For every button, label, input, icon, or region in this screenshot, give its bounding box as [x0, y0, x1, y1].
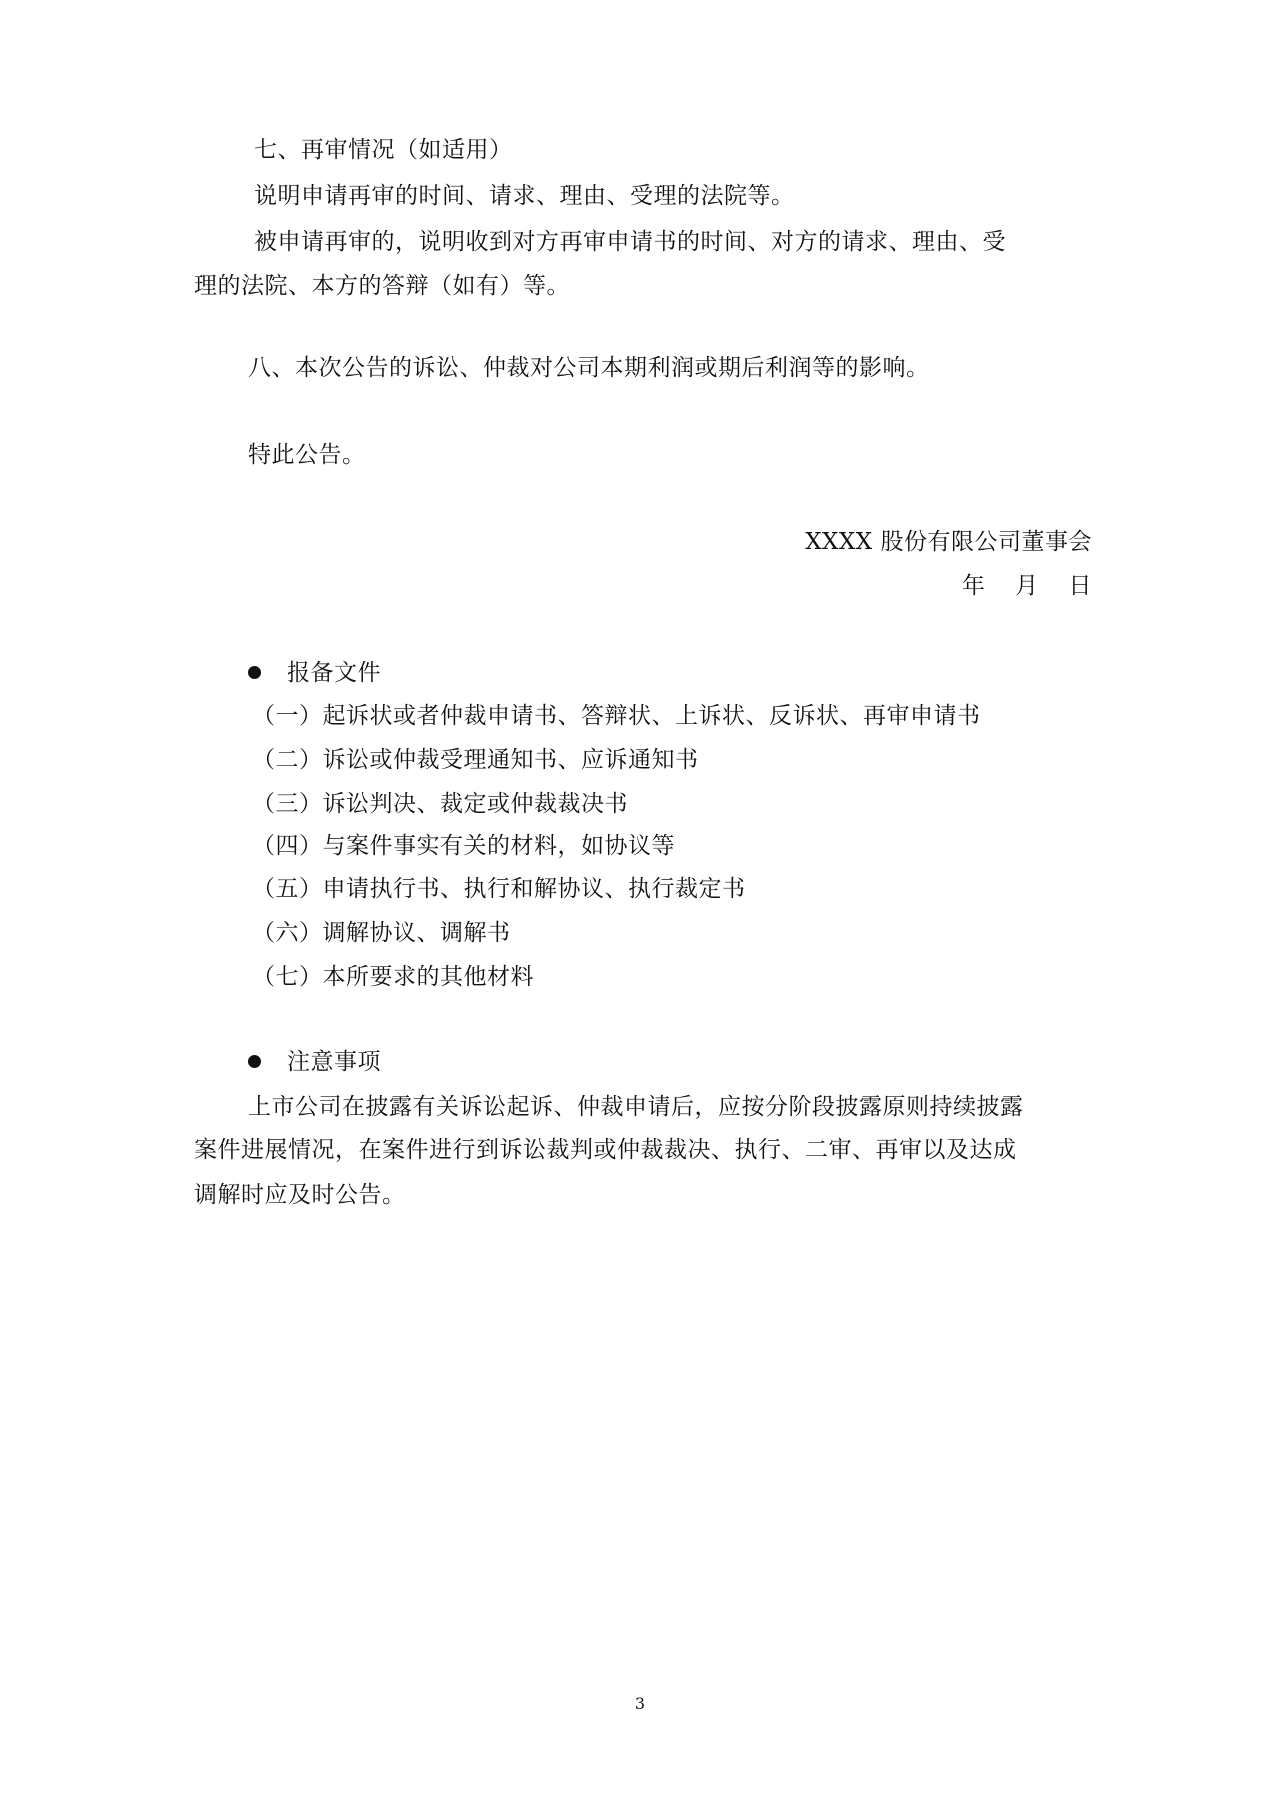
- signature: XXXX 股份有限公司董事会: [805, 529, 1092, 555]
- filing-documents-heading: 报备文件: [287, 660, 381, 686]
- closing-text: 特此公告。: [248, 442, 366, 468]
- bullet-icon: [248, 666, 261, 679]
- filing-documents-item: （五）申请执行书、执行和解协议、执行裁定书: [252, 876, 746, 902]
- filing-documents-item: （四）与案件事实有关的材料，如协议等: [252, 833, 675, 859]
- filing-documents-item: （二）诉讼或仲裁受理通知书、应诉通知书: [252, 747, 699, 773]
- page-number: 3: [634, 1694, 646, 1713]
- notes-line: 上市公司在披露有关诉讼起诉、仲裁申请后，应按分阶段披露原则持续披露: [248, 1094, 1024, 1120]
- section-7-line: 说明申请再审的时间、请求、理由、受理的法院等。: [254, 183, 795, 209]
- section-7-paragraph-line: 理的法院、本方的答辩（如有）等。: [194, 273, 570, 299]
- filing-documents-item: （六）调解协议、调解书: [252, 920, 511, 946]
- filing-documents-item: （一）起诉状或者仲裁申请书、答辩状、上诉状、反诉状、再审申请书: [252, 703, 981, 729]
- filing-documents-item: （三）诉讼判决、裁定或仲裁裁决书: [252, 791, 628, 817]
- section-7-paragraph-line: 被申请再审的，说明收到对方再审申请书的时间、对方的请求、理由、受: [254, 229, 1006, 255]
- notes-line: 案件进展情况，在案件进行到诉讼裁判或仲裁裁决、执行、二审、再审以及达成: [194, 1137, 1017, 1163]
- signature-date: 年 月 日: [961, 573, 1092, 599]
- filing-documents-item: （七）本所要求的其他材料: [252, 964, 534, 990]
- section-7-heading: 七、再审情况（如适用）: [254, 137, 513, 163]
- notes-line: 调解时应及时公告。: [194, 1182, 406, 1208]
- bullet-icon: [248, 1055, 261, 1068]
- notes-heading: 注意事项: [287, 1049, 381, 1075]
- section-8-text: 八、本次公告的诉讼、仲裁对公司本期利润或期后利润等的影响。: [248, 355, 930, 381]
